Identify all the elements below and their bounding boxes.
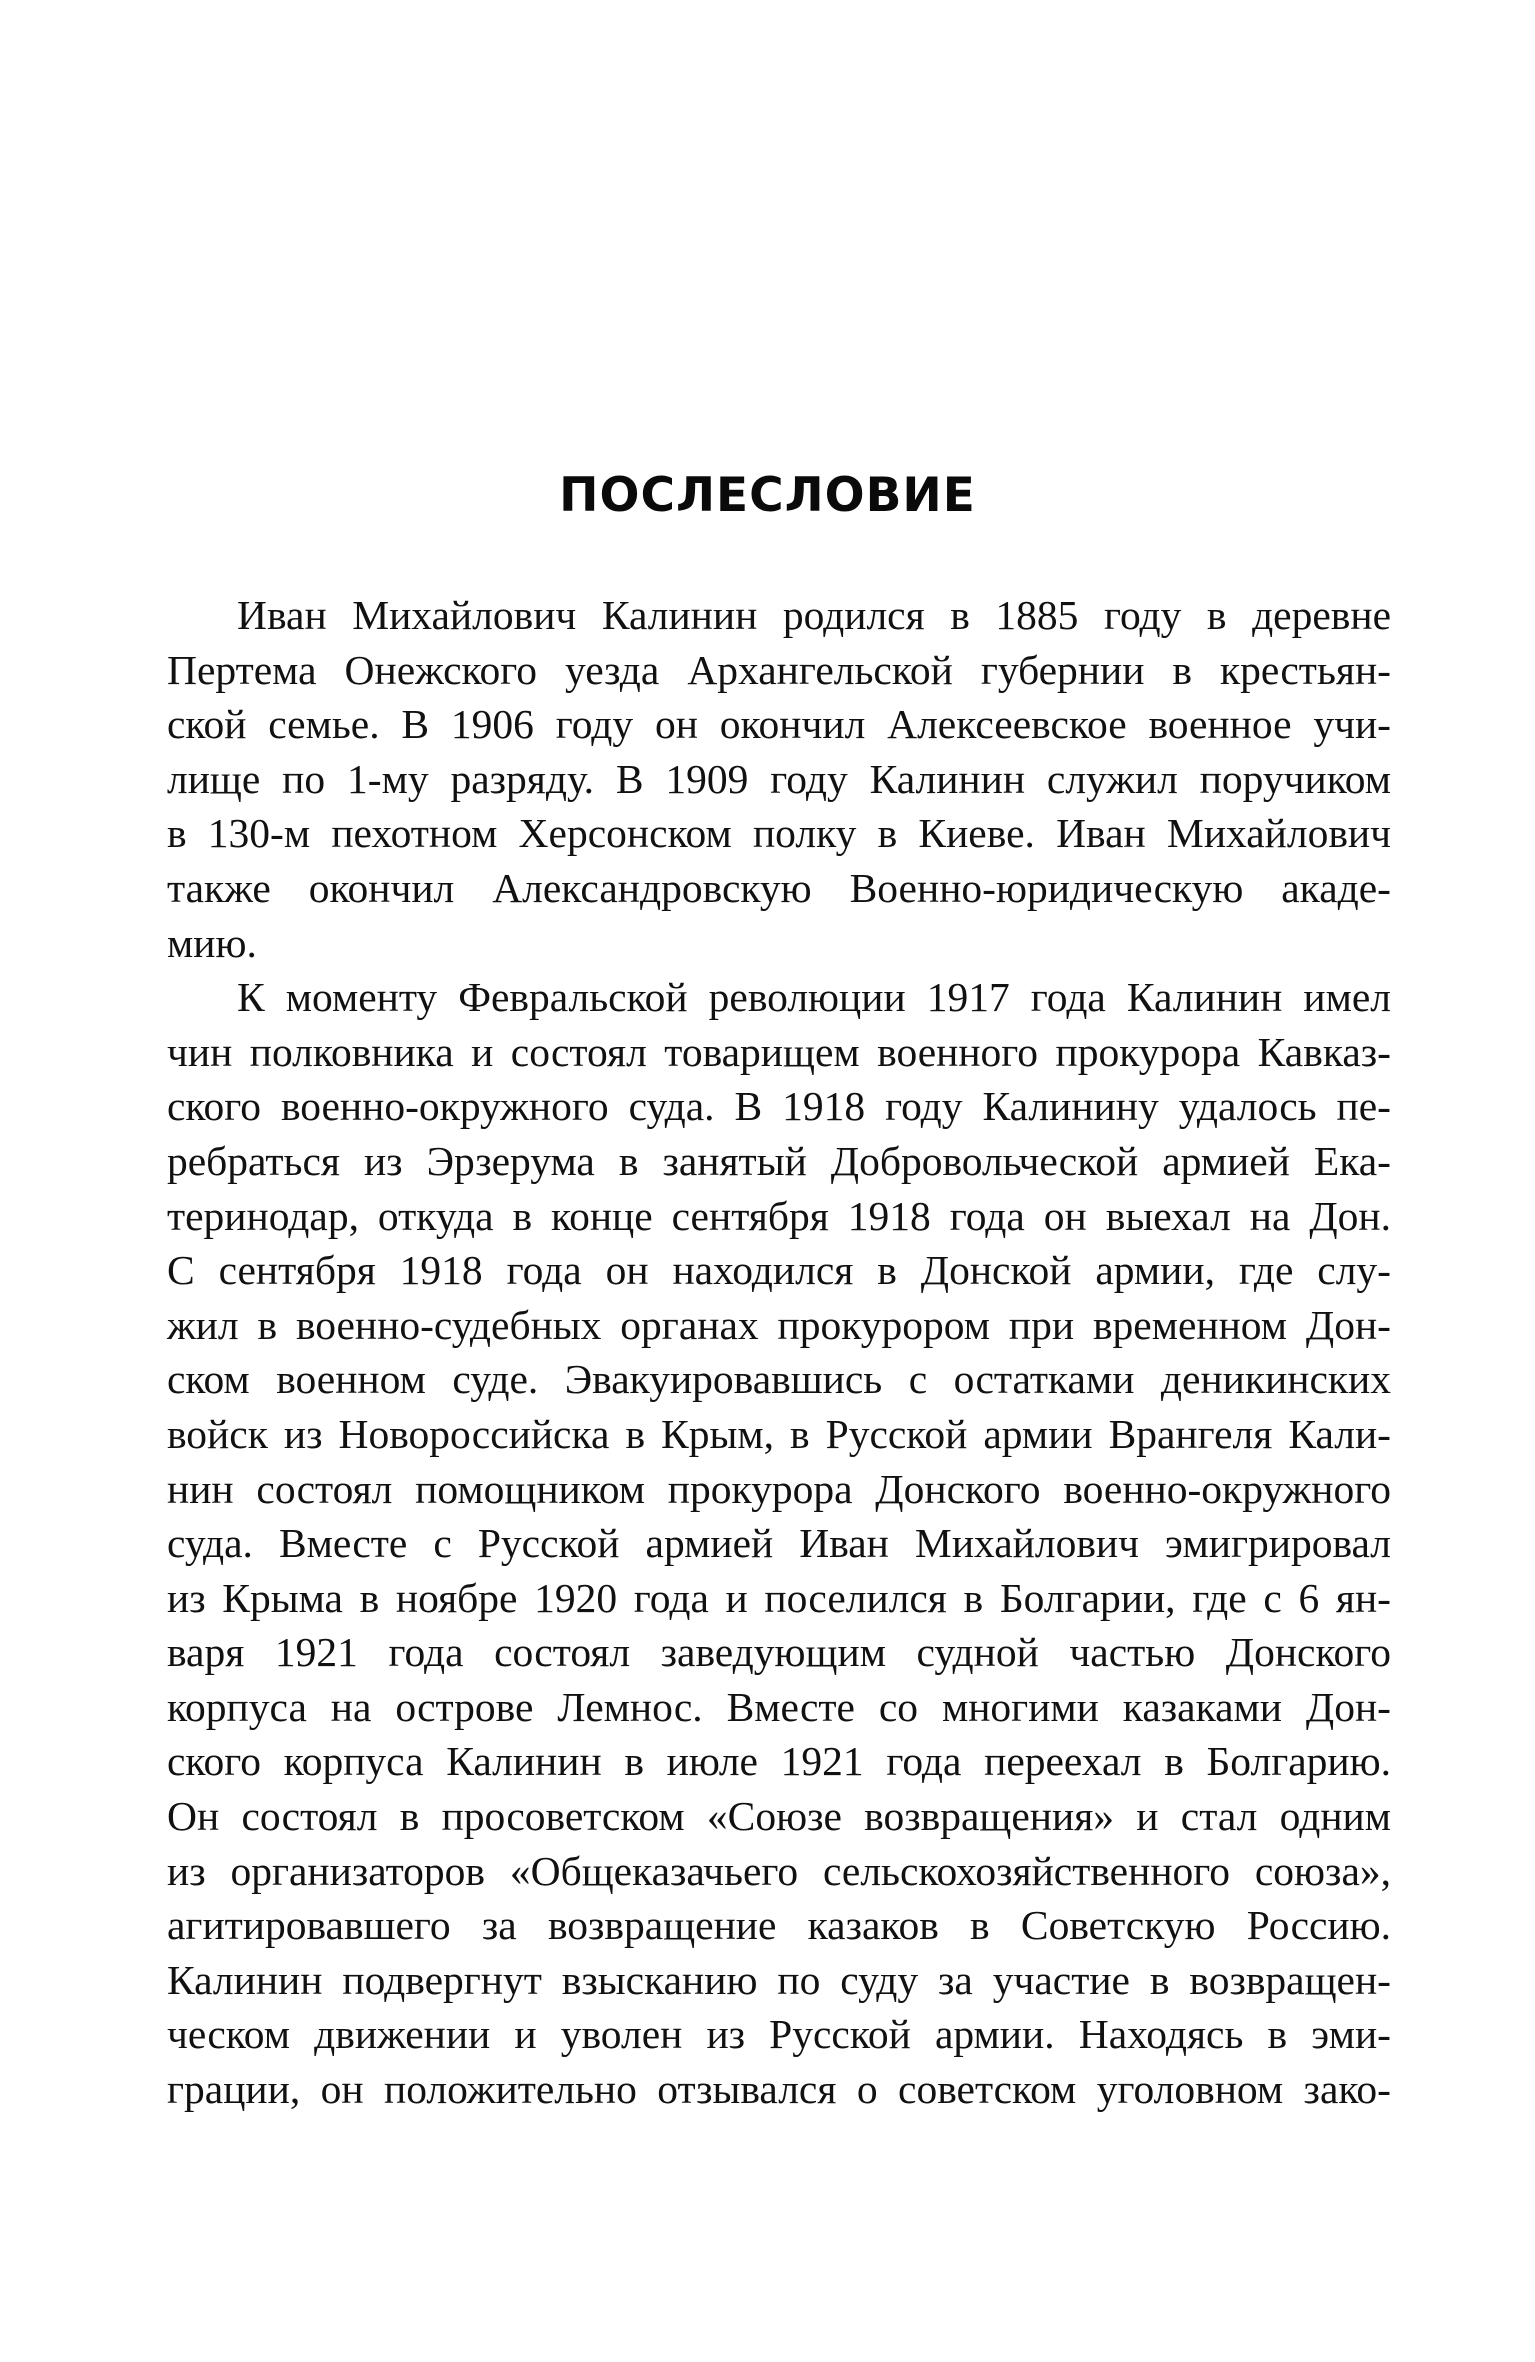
text-line: грации, он положительно отзывался о советском уголовном зако- <box>167 2066 1391 2113</box>
text-line: войск из Новороссийска в Крым, в Русской армии Врангеля Кали- <box>167 1410 1391 1457</box>
text-line: нин состоял помощником прокурора Донского военно-окружного <box>167 1465 1391 1512</box>
text-line: ского военно-окружного суда. В 1918 году Калинину удалось пе- <box>167 1083 1391 1130</box>
paragraph-1 <box>167 588 1391 970</box>
text-line: Иван Михайлович Калинин родился в 1885 году в деревне <box>237 592 1391 638</box>
text-line: ского корпуса Калинин в июле 1921 года переехал в Болгарию. <box>167 1738 1391 1785</box>
text-line: из организаторов «Общеказачьего сельскохозяйственного союза», <box>167 1847 1391 1894</box>
text-line: суда. Вместе с Русской армией Иван Михайлович эмигрировал <box>167 1520 1391 1567</box>
text-line: Он состоял в просоветском «Союзе возвращения» и стал одним <box>167 1793 1391 1840</box>
text-line: агитировавшего за возвращение казаков в Советскую Россию. <box>167 1902 1391 1949</box>
text-line: мию. <box>167 919 257 966</box>
text-line: корпуса на острове Лемнос. Вместе со многими казаками Дон- <box>167 1683 1391 1730</box>
text-line: Пертема Онежского уезда Архангельской губернии в крестьян- <box>167 646 1391 693</box>
text-line: Калинин подвергнут взысканию по суду за участие в возвращен- <box>167 1956 1391 2003</box>
text-line: ребраться из Эрзерума в занятый Добровольческой армией Ека- <box>167 1137 1391 1184</box>
text-line: ской семье. В 1906 году он окончил Алексеевское военное учи- <box>167 701 1391 748</box>
text-line: К моменту Февральской революции 1917 года Калинин имел <box>237 974 1391 1021</box>
text-line: ческом движении и уволен из Русской армии. Находясь в эми- <box>167 2011 1391 2058</box>
text-line: варя 1921 года состоял заведующим судной частью Донского <box>167 1629 1391 1676</box>
text-line: С сентября 1918 года он находился в Донской армии, где слу- <box>167 1247 1391 1294</box>
text-line: ском военном суде. Эвакуировавшись с остатками деникинских <box>167 1356 1391 1403</box>
text-line: жил в военно-судебных органах прокурором при временном Дон- <box>167 1301 1391 1348</box>
text-line: лище по 1-му разряду. В 1909 году Калинин служил поручиком <box>167 755 1391 802</box>
text-line: в 130-м пехотном Херсонском полку в Киеве. Иван Михайлович <box>167 810 1391 857</box>
body-text <box>167 588 1391 2117</box>
paragraph-2 <box>167 970 1391 2116</box>
chapter-heading: ПОСЛЕСЛОВИЕ <box>559 468 976 523</box>
text-line: теринодар, откуда в конце сентября 1918 года он выехал на Дон. <box>167 1192 1391 1239</box>
text-line: из Крыма в ноябре 1920 года и поселился в Болгарии, где с 6 ян- <box>167 1574 1391 1621</box>
text-line: чин полковника и состоял товарищем военного прокурора Кавказ- <box>167 1028 1391 1075</box>
text-line: также окончил Александровскую Военно-юридическую акаде- <box>167 864 1391 911</box>
